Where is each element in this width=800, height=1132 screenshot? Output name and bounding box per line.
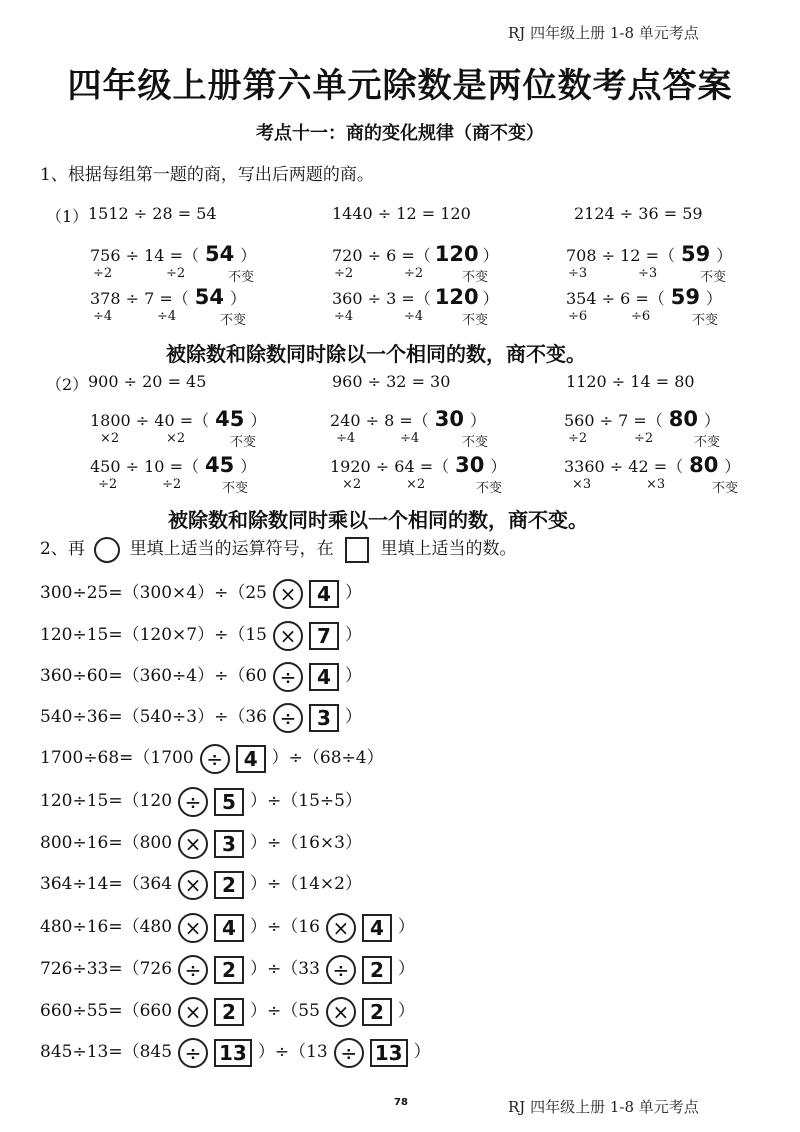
blank-box-icon — [345, 537, 369, 563]
number-answer: 13 — [214, 1039, 252, 1067]
equation-text: 756 ÷ 14 =（ — [90, 246, 199, 265]
g1c3-mark1-c: 不变 — [700, 270, 727, 285]
answer-quotient: 30 — [434, 407, 465, 431]
expression-text: ） — [344, 666, 362, 686]
answer-quotient: 120 — [434, 242, 479, 266]
g2c3-line1 — [564, 407, 720, 431]
answer-quotient: 45 — [204, 453, 235, 477]
expression-text: 660÷55=（660 — [40, 1001, 173, 1021]
expression-text: 364÷14=（364 — [40, 874, 173, 894]
paren: ） — [482, 289, 499, 308]
g2c3-mark1-c: 不变 — [694, 435, 721, 450]
expression-text: 845÷13=（845 — [40, 1042, 173, 1062]
g1c1-mark2-b: ÷4 — [157, 309, 177, 324]
fill-row — [40, 828, 362, 859]
operator-answer: ÷ — [178, 955, 208, 985]
operator-answer: × — [326, 997, 356, 1027]
section-subtitle: 考点十一：商的变化规律（商不变） — [256, 123, 544, 144]
paren: ） — [704, 411, 721, 430]
number-answer: 2 — [214, 871, 244, 899]
expression-text: ）÷（16 — [250, 917, 320, 937]
group1-top-1: 1512 ÷ 28 = 54 — [88, 204, 217, 223]
g2c2-mark2-b: ×2 — [406, 477, 426, 492]
g1c2-mark2-c: 不变 — [462, 313, 489, 328]
operator-answer: ÷ — [178, 1038, 208, 1068]
g1c3-mark2-a: ÷6 — [568, 309, 588, 324]
operator-answer: × — [178, 997, 208, 1027]
fill-row — [40, 620, 362, 651]
page-number: 78 — [394, 1097, 408, 1108]
expression-text: 360÷60=（360÷4）÷（60 — [40, 666, 267, 686]
g1c3-line1 — [566, 242, 732, 266]
fill-row — [40, 954, 415, 985]
equation-text: 3360 ÷ 42 =（ — [564, 457, 684, 476]
g1c2-mark1-c: 不变 — [462, 270, 489, 285]
blank-circle-icon — [94, 537, 120, 563]
number-answer: 5 — [214, 788, 244, 816]
number-answer: 7 — [309, 622, 339, 650]
expression-text: 120÷15=（120 — [40, 791, 173, 811]
g1c1-mark2-a: ÷4 — [93, 309, 113, 324]
group2-rule: 被除数和除数同时乘以一个相同的数，商不变。 — [168, 508, 588, 532]
page-header: RJ 四年级上册 1-8 单元考点 — [508, 24, 699, 42]
g2c1-mark2-b: ÷2 — [162, 477, 182, 492]
fill-row — [40, 578, 362, 609]
number-answer: 4 — [309, 663, 339, 691]
number-answer: 2 — [214, 998, 244, 1026]
number-answer: 13 — [370, 1039, 408, 1067]
g1c2-mark1-b: ÷2 — [404, 266, 424, 281]
expression-text: ）÷（14×2） — [250, 874, 362, 894]
operator-answer: × — [273, 579, 303, 609]
g2c2-mark1-a: ÷4 — [336, 431, 356, 446]
operator-answer: × — [178, 870, 208, 900]
q2-prompt — [40, 534, 516, 563]
q1-prompt: 1、根据每组第一题的商，写出后两题的商。 — [40, 165, 374, 185]
g2c3-mark1-a: ÷2 — [568, 431, 588, 446]
g2c3-mark2-c: 不变 — [712, 481, 739, 496]
equation-text: 1920 ÷ 64 =（ — [330, 457, 450, 476]
expression-text: ） — [344, 583, 362, 603]
g1c1-mark1-a: ÷2 — [93, 266, 113, 281]
g1c3-mark2-c: 不变 — [692, 313, 719, 328]
expression-text: ） — [413, 1042, 431, 1062]
g2c3-mark1-b: ÷2 — [634, 431, 654, 446]
number-answer: 2 — [214, 956, 244, 984]
g1c1-line1 — [90, 242, 256, 266]
answer-quotient: 80 — [689, 453, 719, 477]
number-answer: 3 — [309, 704, 339, 732]
g2c1-mark1-c: 不变 — [230, 435, 257, 450]
number-answer: 2 — [362, 956, 392, 984]
operator-answer: × — [326, 913, 356, 943]
paren: ） — [240, 457, 257, 476]
g1c2-line1 — [332, 242, 499, 266]
group1-rule: 被除数和除数同时除以一个相同的数，商不变。 — [166, 342, 586, 366]
answer-quotient: 54 — [204, 242, 235, 266]
expression-text: ） — [344, 707, 362, 727]
paren: ） — [490, 457, 507, 476]
expression-text: ）÷（15÷5） — [250, 791, 362, 811]
paren: ） — [706, 289, 723, 308]
expression-text: 540÷36=（540÷3）÷（36 — [40, 707, 267, 727]
g1c3-mark2-b: ÷6 — [631, 309, 651, 324]
answer-quotient: 80 — [668, 407, 699, 431]
equation-text: 720 ÷ 6 =（ — [332, 246, 431, 265]
g2c1-line2 — [90, 453, 256, 477]
expression-text: 300÷25=（300×4）÷（25 — [40, 583, 267, 603]
g1c2-line2 — [332, 285, 499, 309]
paren: ） — [482, 246, 499, 265]
expression-text: ）÷（33 — [250, 959, 320, 979]
answer-quotient: 120 — [434, 285, 479, 309]
prompt-text: 里填上适当的运算符号，在 — [129, 539, 334, 559]
operator-answer: ÷ — [273, 662, 303, 692]
paren: ） — [240, 246, 257, 265]
g2c2-mark2-c: 不变 — [476, 481, 503, 496]
operator-answer: ÷ — [326, 955, 356, 985]
answer-quotient: 59 — [680, 242, 711, 266]
answer-quotient: 45 — [215, 407, 245, 431]
g2c1-mark2-c: 不变 — [222, 481, 249, 496]
prompt-text: 里填上适当的数。 — [380, 539, 517, 559]
g2c2-line2 — [330, 453, 506, 477]
expression-text: ） — [397, 959, 415, 979]
g1c1-mark1-b: ÷2 — [166, 266, 186, 281]
expression-text: ） — [397, 917, 415, 937]
operator-answer: ÷ — [334, 1038, 364, 1068]
group2-label: （2） — [46, 375, 89, 394]
paren: ） — [724, 457, 741, 476]
operator-answer: ÷ — [273, 703, 303, 733]
group1-top-2: 1440 ÷ 12 = 120 — [332, 204, 471, 223]
group2-top-3: 1120 ÷ 14 = 80 — [566, 372, 695, 391]
g1c2-mark2-b: ÷4 — [404, 309, 424, 324]
group2-top-1: 900 ÷ 20 = 45 — [88, 372, 207, 391]
fill-row — [40, 912, 415, 943]
number-answer: 4 — [309, 580, 339, 608]
number-answer: 4 — [362, 914, 392, 942]
g1c2-mark2-a: ÷4 — [334, 309, 354, 324]
expression-text: ）÷（68÷4） — [271, 748, 384, 768]
operator-answer: ÷ — [200, 744, 230, 774]
fill-row — [40, 869, 362, 900]
equation-text: 708 ÷ 12 =（ — [566, 246, 675, 265]
expression-text: ）÷（55 — [250, 1001, 320, 1021]
g2c1-line1 — [90, 407, 266, 431]
g1c1-line2 — [90, 285, 246, 309]
page-title: 四年级上册第六单元除数是两位数考点答案 — [67, 66, 733, 106]
paren: ） — [716, 246, 733, 265]
operator-answer: ÷ — [178, 787, 208, 817]
expression-text: 726÷33=（726 — [40, 959, 173, 979]
operator-answer: × — [178, 913, 208, 943]
equation-text: 354 ÷ 6 =（ — [566, 289, 665, 308]
g1c2-mark1-a: ÷2 — [334, 266, 354, 281]
g1c1-mark2-c: 不变 — [220, 313, 247, 328]
answer-quotient: 59 — [670, 285, 701, 309]
expression-text: ）÷（13 — [257, 1042, 328, 1062]
expression-text: 120÷15=（120×7）÷（15 — [40, 625, 267, 645]
g2c3-line2 — [564, 453, 740, 477]
group1-label: （1） — [46, 207, 89, 226]
paren: ） — [230, 289, 247, 308]
g2c2-mark1-c: 不变 — [462, 435, 489, 450]
equation-text: 450 ÷ 10 =（ — [90, 457, 199, 476]
g1c3-mark1-b: ÷3 — [638, 266, 658, 281]
number-answer: 4 — [236, 745, 266, 773]
equation-text: 1800 ÷ 40 =（ — [90, 411, 210, 430]
group2-top-2: 960 ÷ 32 = 30 — [332, 372, 451, 391]
g2c3-mark2-a: ×3 — [572, 477, 592, 492]
g1c3-line2 — [566, 285, 722, 309]
expression-text: 1700÷68=（1700 — [40, 748, 194, 768]
fill-row — [40, 702, 362, 733]
g2c3-mark2-b: ×3 — [646, 477, 666, 492]
g1c1-mark1-c: 不变 — [228, 270, 255, 285]
g2c2-line1 — [330, 407, 486, 431]
number-answer: 3 — [214, 830, 244, 858]
group1-top-3: 2124 ÷ 36 = 59 — [574, 204, 703, 223]
fill-row — [40, 786, 362, 817]
g2c1-mark1-b: ×2 — [166, 431, 186, 446]
fill-row — [40, 1037, 431, 1068]
expression-text: ） — [344, 625, 362, 645]
operator-answer: × — [273, 621, 303, 651]
expression-text: ）÷（16×3） — [250, 833, 362, 853]
fill-row — [40, 743, 384, 774]
expression-text: 800÷16=（800 — [40, 833, 173, 853]
operator-answer: × — [178, 829, 208, 859]
equation-text: 560 ÷ 7 =（ — [564, 411, 663, 430]
paren: ） — [250, 411, 267, 430]
g2c2-mark2-a: ×2 — [342, 477, 362, 492]
answer-quotient: 54 — [194, 285, 225, 309]
fill-row — [40, 996, 415, 1027]
expression-text: ） — [397, 1001, 415, 1021]
g2c2-mark1-b: ÷4 — [400, 431, 420, 446]
g2c1-mark1-a: ×2 — [100, 431, 120, 446]
equation-text: 240 ÷ 8 =（ — [330, 411, 429, 430]
paren: ） — [470, 411, 487, 430]
equation-text: 378 ÷ 7 =（ — [90, 289, 189, 308]
answer-quotient: 30 — [455, 453, 485, 477]
prompt-text: 2、再 — [40, 539, 85, 559]
page-footer: RJ 四年级上册 1-8 单元考点 — [508, 1098, 699, 1116]
number-answer: 4 — [214, 914, 244, 942]
expression-text: 480÷16=（480 — [40, 917, 173, 937]
number-answer: 2 — [362, 998, 392, 1026]
g1c3-mark1-a: ÷3 — [568, 266, 588, 281]
fill-row — [40, 661, 362, 692]
equation-text: 360 ÷ 3 =（ — [332, 289, 431, 308]
g2c1-mark2-a: ÷2 — [98, 477, 118, 492]
